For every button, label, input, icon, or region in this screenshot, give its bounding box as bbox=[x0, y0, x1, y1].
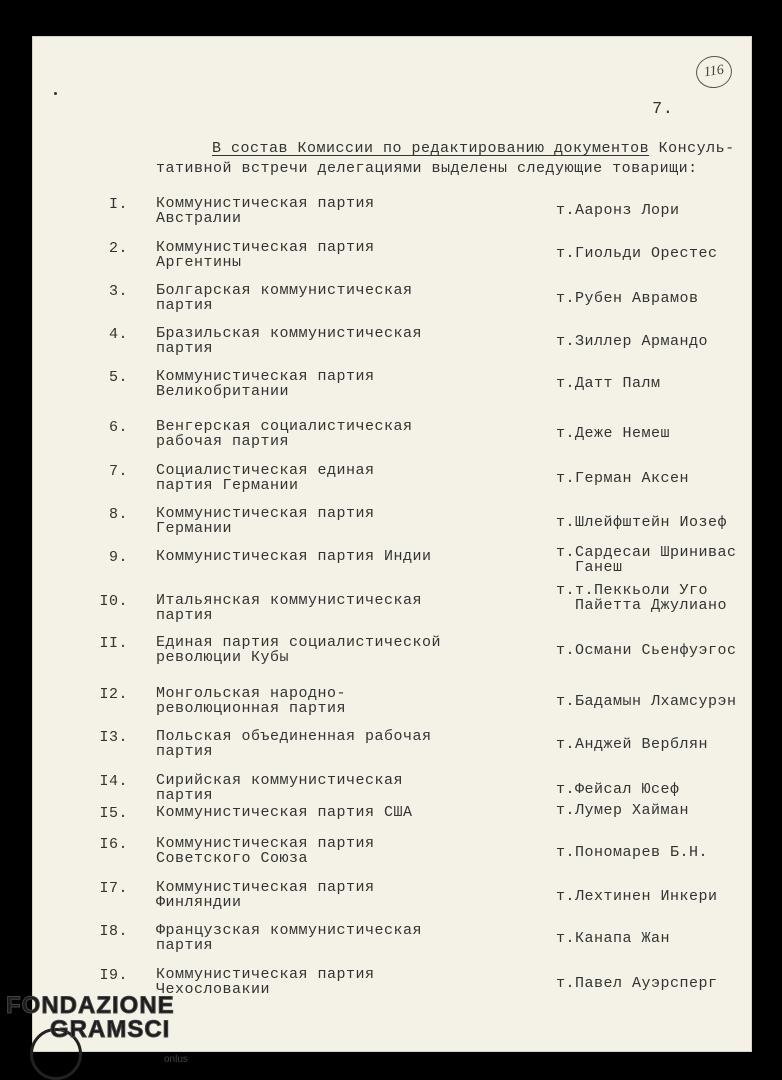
party-name-line: Коммунистическая партия bbox=[156, 835, 375, 852]
list-item bbox=[32, 419, 752, 465]
entry-number: 3. bbox=[108, 283, 128, 300]
party-name-line: Бразильская коммунистическая bbox=[156, 325, 423, 342]
party-name bbox=[156, 326, 422, 356]
entry-number: I0. bbox=[99, 593, 128, 610]
party-name-line: Коммунистическая партия bbox=[156, 879, 375, 896]
watermark-line1: FONDAZIONE bbox=[6, 992, 175, 1019]
party-name bbox=[156, 463, 375, 493]
delegate-names bbox=[556, 803, 689, 818]
delegate-names bbox=[556, 643, 737, 658]
ink-dot bbox=[54, 92, 57, 95]
list-item bbox=[32, 463, 752, 509]
entry-number: I5. bbox=[99, 805, 128, 822]
party-name bbox=[156, 635, 441, 665]
delegate-names bbox=[556, 931, 670, 946]
delegate-name-line: т.Сардесаи Шринивас bbox=[556, 544, 737, 561]
delegate-name-line: т.т.Пеккьоли Уго bbox=[556, 582, 709, 599]
delegate-names bbox=[556, 845, 708, 860]
delegate-names bbox=[556, 203, 680, 218]
delegate-name-line: т.Лумер Хайман bbox=[556, 802, 690, 819]
party-name bbox=[156, 686, 346, 716]
delegate-name-line: т.Рубен Аврамов bbox=[556, 290, 699, 307]
list-item bbox=[32, 635, 752, 681]
page-number: 7. bbox=[652, 100, 674, 119]
party-name-line: Сирийская коммунистическая bbox=[156, 772, 404, 789]
delegate-name-line: т.Герман Аксен bbox=[556, 470, 690, 487]
party-name-line: Польская объединенная рабочая bbox=[156, 728, 432, 745]
party-name-line: партия bbox=[156, 787, 214, 804]
party-name bbox=[156, 196, 375, 226]
delegate-name-line: т.Шлейфштейн Иозеф bbox=[556, 514, 728, 531]
party-name-line: Коммунистическая партия bbox=[156, 239, 375, 256]
entry-number: 4. bbox=[108, 326, 128, 343]
list-item bbox=[32, 880, 752, 926]
party-name-line: Коммунистическая партия США bbox=[156, 804, 413, 821]
delegate-names bbox=[556, 376, 661, 391]
list-item bbox=[32, 836, 752, 882]
party-name-line: Коммунистическая партия bbox=[156, 368, 375, 385]
delegate-name-line: т.Датт Палм bbox=[556, 375, 661, 392]
delegate-names bbox=[556, 889, 718, 904]
list-item bbox=[32, 283, 752, 329]
document-page bbox=[32, 36, 752, 1052]
delegate-name-line: т.Пономарев Б.Н. bbox=[556, 844, 709, 861]
entry-number: 7. bbox=[108, 463, 128, 480]
delegate-names bbox=[556, 334, 708, 349]
delegate-name-line: Пайетта Джулиано bbox=[556, 597, 728, 614]
delegate-name-line: т.Гиольди Орестес bbox=[556, 245, 718, 262]
party-name bbox=[156, 240, 375, 270]
party-name-line: партия Германии bbox=[156, 477, 299, 494]
party-name-line: революции Кубы bbox=[156, 649, 290, 666]
party-name-line: Монгольская народно- bbox=[156, 685, 347, 702]
party-name-line: Австралии bbox=[156, 210, 242, 227]
delegate-name-line: т.Османи Сьенфуэгос bbox=[556, 642, 737, 659]
party-name bbox=[156, 506, 375, 536]
party-name-line: Итальянская коммунистическая bbox=[156, 592, 423, 609]
party-name-line: Финляндии bbox=[156, 894, 242, 911]
list-item bbox=[32, 240, 752, 286]
archive-page-stamp: 116 bbox=[694, 54, 734, 91]
delegate-names bbox=[556, 291, 699, 306]
list-item bbox=[32, 369, 752, 415]
delegate-name-line: т.Ааронз Лори bbox=[556, 202, 680, 219]
party-name-line: партия bbox=[156, 937, 214, 954]
delegate-name-line: т.Зиллер Армандо bbox=[556, 333, 709, 350]
list-item bbox=[32, 196, 752, 242]
list-item bbox=[32, 326, 752, 372]
entry-number: I6. bbox=[99, 836, 128, 853]
entry-number: I. bbox=[108, 196, 128, 213]
entry-number: 2. bbox=[108, 240, 128, 257]
party-name bbox=[156, 419, 413, 449]
party-name-line: Единая партия социалистической bbox=[156, 634, 442, 651]
list-item bbox=[32, 686, 752, 732]
entry-number: I3. bbox=[99, 729, 128, 746]
delegate-names bbox=[556, 782, 680, 797]
delegate-names bbox=[556, 545, 737, 575]
entry-number: II. bbox=[99, 635, 128, 652]
delegate-name-line: т.Деже Немеш bbox=[556, 425, 671, 442]
entry-number: I8. bbox=[99, 923, 128, 940]
party-name bbox=[156, 967, 375, 997]
heading-underlined: В состав Комиссии по редактированию документов bbox=[212, 140, 650, 157]
entry-number: I9. bbox=[99, 967, 128, 984]
party-name-line: Аргентины bbox=[156, 254, 242, 271]
fondazione-gramsci-watermark bbox=[6, 992, 188, 1065]
party-name bbox=[156, 805, 413, 820]
entry-number: 5. bbox=[108, 369, 128, 386]
delegate-names bbox=[556, 426, 670, 441]
party-name-line: Социалистическая единая bbox=[156, 462, 375, 479]
delegate-names bbox=[556, 737, 708, 752]
party-name-line: Великобритании bbox=[156, 383, 290, 400]
delegate-name-line: Ганеш bbox=[556, 559, 623, 576]
delegate-names bbox=[556, 583, 727, 613]
party-name bbox=[156, 773, 403, 803]
delegate-name-line: т.Павел Ауэрсперг bbox=[556, 975, 718, 992]
heading-line-1 bbox=[212, 140, 735, 157]
entry-number: 9. bbox=[108, 549, 128, 566]
party-name-line: партия bbox=[156, 607, 214, 624]
party-name-line: Венгерская социалистическая bbox=[156, 418, 413, 435]
delegate-name-line: т.Анджей Верблян bbox=[556, 736, 709, 753]
entry-number: 6. bbox=[108, 419, 128, 436]
delegate-name-line: т.Лехтинен Инкери bbox=[556, 888, 718, 905]
heading-rest: Консуль- bbox=[649, 140, 735, 157]
party-name bbox=[156, 593, 422, 623]
party-name-line: партия bbox=[156, 340, 214, 357]
delegate-names bbox=[556, 471, 689, 486]
heading-line-2: тативной встречи делегациями выделены следующие товарищи: bbox=[156, 160, 698, 177]
party-name bbox=[156, 369, 375, 399]
party-name bbox=[156, 729, 432, 759]
list-item bbox=[32, 729, 752, 775]
delegate-name-line: т.Фейсал Юсеф bbox=[556, 781, 680, 798]
list-item bbox=[32, 923, 752, 969]
party-name bbox=[156, 283, 413, 313]
delegate-names bbox=[556, 246, 718, 261]
party-name bbox=[156, 836, 375, 866]
party-name-line: Чехословакии bbox=[156, 981, 271, 998]
party-name-line: революционная партия bbox=[156, 700, 347, 717]
entry-number: I2. bbox=[99, 686, 128, 703]
party-name bbox=[156, 880, 375, 910]
party-name-line: Коммунистическая партия Индии bbox=[156, 548, 432, 565]
delegate-names bbox=[556, 694, 737, 709]
party-name-line: Коммунистическая партия bbox=[156, 505, 375, 522]
party-name-line: Болгарская коммунистическая bbox=[156, 282, 413, 299]
party-name-line: партия bbox=[156, 297, 214, 314]
list-item bbox=[32, 582, 752, 639]
party-name-line: Французская коммунистическая bbox=[156, 922, 423, 939]
party-name-line: рабочая партия bbox=[156, 433, 290, 450]
delegate-names bbox=[556, 976, 718, 991]
party-name-line: партия bbox=[156, 743, 214, 760]
entry-number: I4. bbox=[99, 773, 128, 790]
delegate-name-line: т.Канапа Жан bbox=[556, 930, 671, 947]
entry-number: I7. bbox=[99, 880, 128, 897]
party-name-line: Коммунистическая партия bbox=[156, 966, 375, 983]
party-name bbox=[156, 923, 422, 953]
party-name-line: Советского Союза bbox=[156, 850, 309, 867]
party-name bbox=[156, 549, 432, 564]
party-name-line: Коммунистическая партия bbox=[156, 195, 375, 212]
party-name-line: Германии bbox=[156, 520, 233, 537]
delegate-names bbox=[556, 515, 727, 530]
delegate-name-line: т.Бадамын Лхамсурэн bbox=[556, 693, 737, 710]
watermark-onlus: onlus bbox=[164, 1054, 188, 1065]
entry-number: 8. bbox=[108, 506, 128, 523]
watermark-line2: GRAMSCI bbox=[50, 1016, 171, 1043]
